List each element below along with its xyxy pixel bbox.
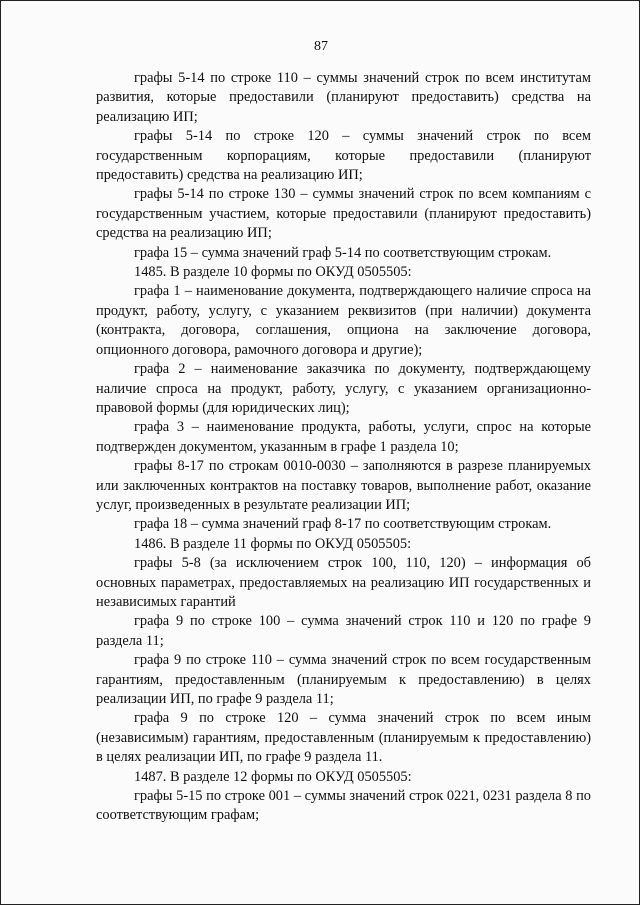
paragraph: графы 5-14 по строке 130 – суммы значений строк по всем компаниям с государственным участием, которые предоставили (планируют предоставить) средства на реализацию ИП;: [96, 186, 591, 242]
paragraph: графа 9 по строке 110 – сумма значений строк по всем государственным гарантиям, предоставленным (планируемым к предоставлению) в целях реализации ИП, по графе 9 раздела 11;: [96, 652, 591, 707]
paragraph: графа 1 – наименование документа, подтверждающего наличие спроса на продукт, работу, услугу, с указанием реквизитов (при наличии) документа (контракта, договора, соглашения, опциона на заключение договора, опционного договора, рамочного договора и другие);: [96, 283, 591, 358]
document-body: [96, 69, 591, 826]
paragraph: графа 18 – сумма значений граф 8-17 по соответствующим строкам.: [134, 516, 552, 533]
paragraph: графа 2 – наименование заказчика по документу, подтверждающему наличие спроса на продукт, работу, услугу, с указанием организационно-правовой формы (для юридических лиц);: [96, 361, 591, 416]
section-heading: 1486. В разделе 11 формы по ОКУД 0505505:: [134, 535, 412, 552]
paragraph: графы 5-8 (за исключением строк 100, 110, 120) – информация об основных параметрах, предоставляемых на реализацию ИП государственных и независимых гарантий: [96, 555, 591, 610]
paragraph: графа 9 по строке 100 – сумма значений строк 110 и 120 по графе 9 раздела 11;: [96, 613, 591, 649]
section-heading: 1487. В разделе 12 формы по ОКУД 0505505:: [134, 768, 412, 785]
paragraph: графы 5-14 по строке 110 – суммы значений строк по всем институтам развития, которые предоставили (планируют предоставить) средства на реализацию ИП;: [96, 70, 591, 125]
paragraph: графа 15 – сумма значений граф 5-14 по соответствующим строкам.: [134, 244, 552, 261]
page-number: 87: [314, 39, 328, 54]
paragraph: графы 8-17 по строкам 0010-0030 – заполняются в разрезе планируемых или заключенных контрактов на поставку товаров, выполнение работ, оказание услуг, произведенных в результате реализации ИП;: [96, 458, 591, 513]
paragraph: графы 5-14 по строке 120 – суммы значений строк по всем государственным корпорациям, которые предоставили (планируют предоставить) средства на реализацию ИП;: [96, 128, 591, 184]
paragraph: графа 9 по строке 120 – сумма значений строк по всем иным (независимым) гарантиям, предоставленным (планируемым к предоставлению) в целях реализации ИП, по графе 9 раздела 11.: [96, 710, 591, 766]
paragraph: графа 3 – наименование продукта, работы, услуги, спрос на которые подтвержден документом, указанным в графе 1 раздела 10;: [96, 419, 591, 455]
paragraph: графы 5-15 по строке 001 – суммы значений строк 0221, 0231 раздела 8 по соответствующим графам;: [96, 788, 591, 824]
section-heading: 1485. В разделе 10 формы по ОКУД 0505505:: [134, 264, 412, 281]
